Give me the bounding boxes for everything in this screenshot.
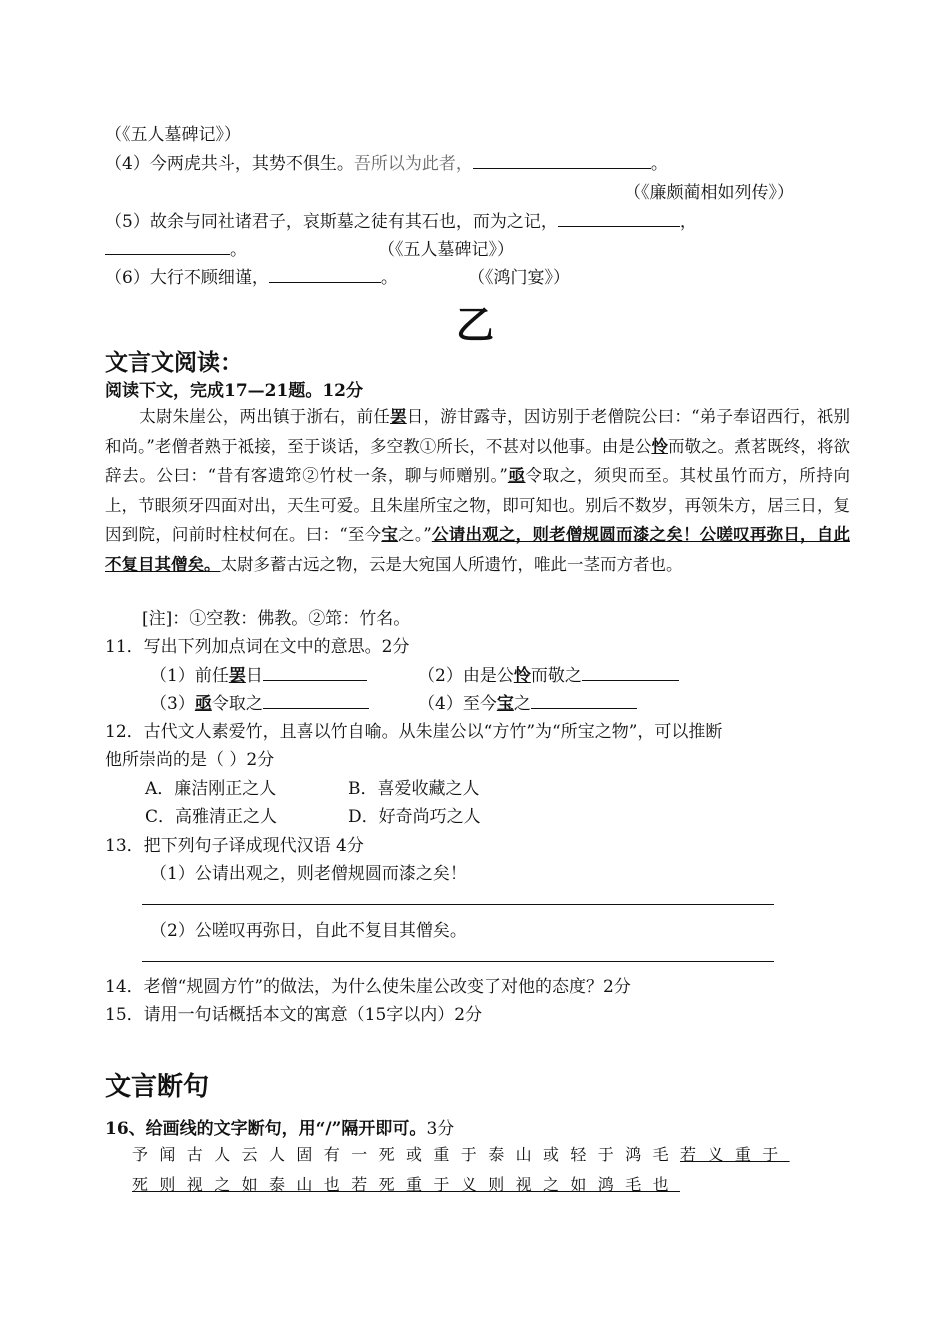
question-12-line-2: 他所崇尚的是（ ）2分 xyxy=(105,750,275,770)
option-d[interactable]: D．好奇尚巧之人 xyxy=(348,807,481,827)
section-heading-punctuation: 文言断句 xyxy=(105,1072,210,1102)
q11-item-4: （4）至今宝之 xyxy=(418,689,637,714)
answer-blank[interactable] xyxy=(263,692,369,709)
reading-instruction: 阅读下文，完成17—21题。12分 xyxy=(105,381,363,401)
q13-sentence-2: （2）公嗟叹再弥日，自此不复目其僧矣。 xyxy=(150,921,467,941)
passage-note: [注]：①空教：佛教。②筇：竹名。 xyxy=(142,609,411,629)
answer-blank[interactable] xyxy=(105,238,230,255)
question-5-cont: 。 xyxy=(105,235,247,260)
question-4: （4）今两虎共斗，其势不俱生。吾所以为此者， 。 xyxy=(105,154,668,174)
q11-item-3: （3）亟令取之 xyxy=(150,689,369,714)
answer-blank[interactable] xyxy=(269,266,381,283)
question-15: 15．请用一句话概括本文的寓意（15字以内）2分 xyxy=(105,1005,483,1025)
question-5: （5）故余与同社诸君子，哀斯墓之徒有其石也，而为之记， ， xyxy=(105,212,697,232)
question-6: （6）大行不顾细谨， 。 xyxy=(105,268,398,288)
question-13: 13．把下列句子译成现代汉语 4分 xyxy=(105,836,364,856)
q6-source: （《鸿门宴》） xyxy=(468,268,570,288)
section-heading-reading: 文言文阅读： xyxy=(105,350,243,376)
answer-blank[interactable] xyxy=(263,664,367,681)
answer-blank[interactable] xyxy=(531,692,637,709)
q11-item-2: （2）由是公怜而敬之 xyxy=(418,661,679,686)
section-divider: 乙 xyxy=(455,303,494,347)
answer-line-2[interactable] xyxy=(142,961,774,962)
option-c[interactable]: C．高雅清正之人 xyxy=(145,807,278,827)
question-12-line-1: 12．古代文人素爱竹，且喜以竹自喻。从朱崖公以“方竹”为“所宝之物”，可以推断 xyxy=(105,722,723,742)
punctuation-text: 予闻古人云人固有一死或重于泰山或轻于鸿毛若义重于 死则视之如泰山也若死重于义则视之如鸿毛也 xyxy=(132,1145,790,1194)
q13-sentence-1: （1）公请出观之，则老僧规圆而漆之矣！ xyxy=(150,864,467,884)
answer-blank[interactable] xyxy=(473,152,651,169)
passage: 太尉朱崖公，两出镇于浙右，前任罢日，游甘露寺，因访别于老僧院公曰：“弟子奉诏西行，祇别和尚。”老僧者熟于祗接，至于谈话，多空教①所长，不甚对以他事。由是公怜而敬之。煮茗既终，将欲辞去。公曰：“昔有客遗筇②竹杖一条，聊与师赠别。”亟令取之，须臾而至。其杖虽竹而方，所持向上，节眼须牙四面对出，天生可爱。且朱崖所宝之物，即可知也。别后不数岁，再领朱方，居三日，复因到院，问前时柱杖何在。曰：“至今宝之。”公请出观之，则老僧规圆而漆之矣！公嗟叹再弥日，自此不复目其僧矣。太尉多蓄古远之物，云是大宛国人所遗竹，唯此一茎而方者也。 xyxy=(105,407,851,574)
option-b[interactable]: B．喜爱收藏之人 xyxy=(348,779,480,799)
q5-source: （《五人墓碑记》） xyxy=(378,240,514,260)
source-line-1: （《五人墓碑记》） xyxy=(105,125,241,145)
question-16: 16、给画线的文字断句，用“/”隔开即可。3分 xyxy=(105,1119,455,1139)
question-11: 11．写出下列加点词在文中的意思。2分 xyxy=(105,637,410,657)
answer-blank[interactable] xyxy=(558,210,680,227)
answer-line-1[interactable] xyxy=(142,904,774,905)
q11-item-1: （1）前任罢日 xyxy=(150,661,367,686)
question-14: 14．老僧“规圆方竹”的做法，为什么使朱崖公改变了对他的态度？2分 xyxy=(105,977,631,997)
option-a[interactable]: A．廉洁刚正之人 xyxy=(145,779,277,799)
answer-blank[interactable] xyxy=(582,664,679,681)
q4-source: （《廉颇蔺相如列传》） xyxy=(624,183,794,203)
